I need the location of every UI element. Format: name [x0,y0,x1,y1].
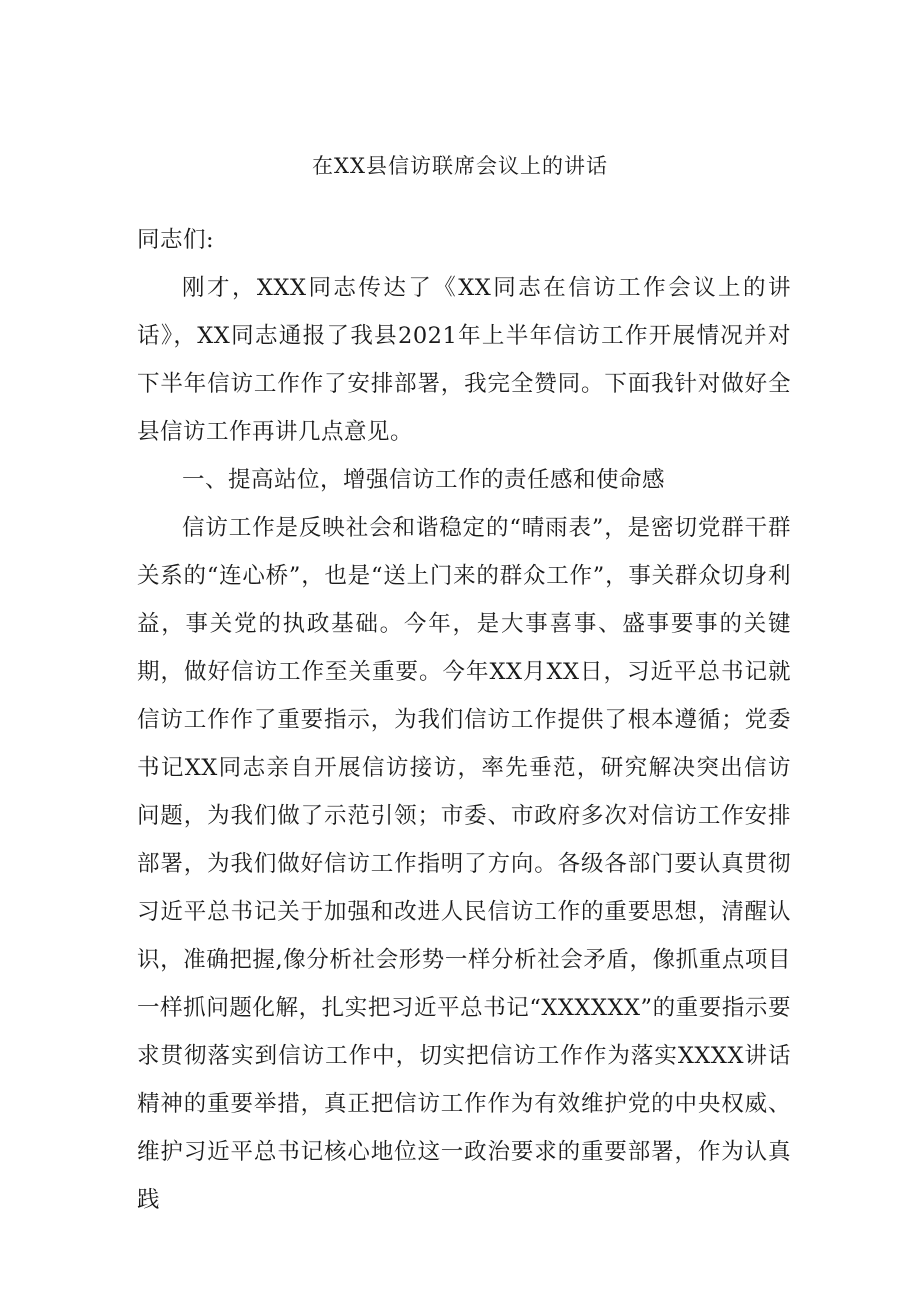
document-title: 在XX县信访联席会议上的讲话 [312,154,608,178]
section-heading-1: 一、提高站位，增强信访工作的责任感和使命感 [182,467,666,493]
paragraph-section-1: 信访工作是反映社会和谐稳定的“晴雨表”，是密切党群干群关系的“连心桥”，也是“送上门来的群众工作”，事关群众切身利益，事关党的执政基础。今年，是大事喜事、盛事要事的关键期，做好信访工作至关重要。今年XX月XX日，习近平总书记就信访工作作了重要指示，为我们信访工作提供了根本遵循；党委书记XX同志亲自开展信访接访，率先垂范，研究解决突出信访问题，为我们做了示范引领；市委、市政府多次对信访工作安排部署，为我们做好信访工作指明了方向。各级各部门要认真贯彻习近平总书记关于加强和改进人民信访工作的重要思想，清醒认识，准确把握,像分析社会形势一样分析社会矛盾，像抓重点项目一样抓问题化解，扎实把习近平总书记“XXXXXX”的重要指示要求贯彻落实到信访工作中，切实把信访工作作为落实XXXX讲话精神的重要举措，真正把信访工作作为有效维护党的中央权威、维护习近平总书记核心地位这一政治要求的重要部署，作为认真践 [137,515,791,1213]
paragraph-opening: 刚才，XXX同志传达了《XX同志在信访工作会议上的讲话》，XX同志通报了我县2021年上半年信访工作开展情况并对下半年信访工作作了安排部署，我完全赞同。下面我针对做好全县信访工作再讲几点意见。 [137,275,791,445]
salutation: 同志们: [137,227,215,253]
document-body [137,216,791,1224]
